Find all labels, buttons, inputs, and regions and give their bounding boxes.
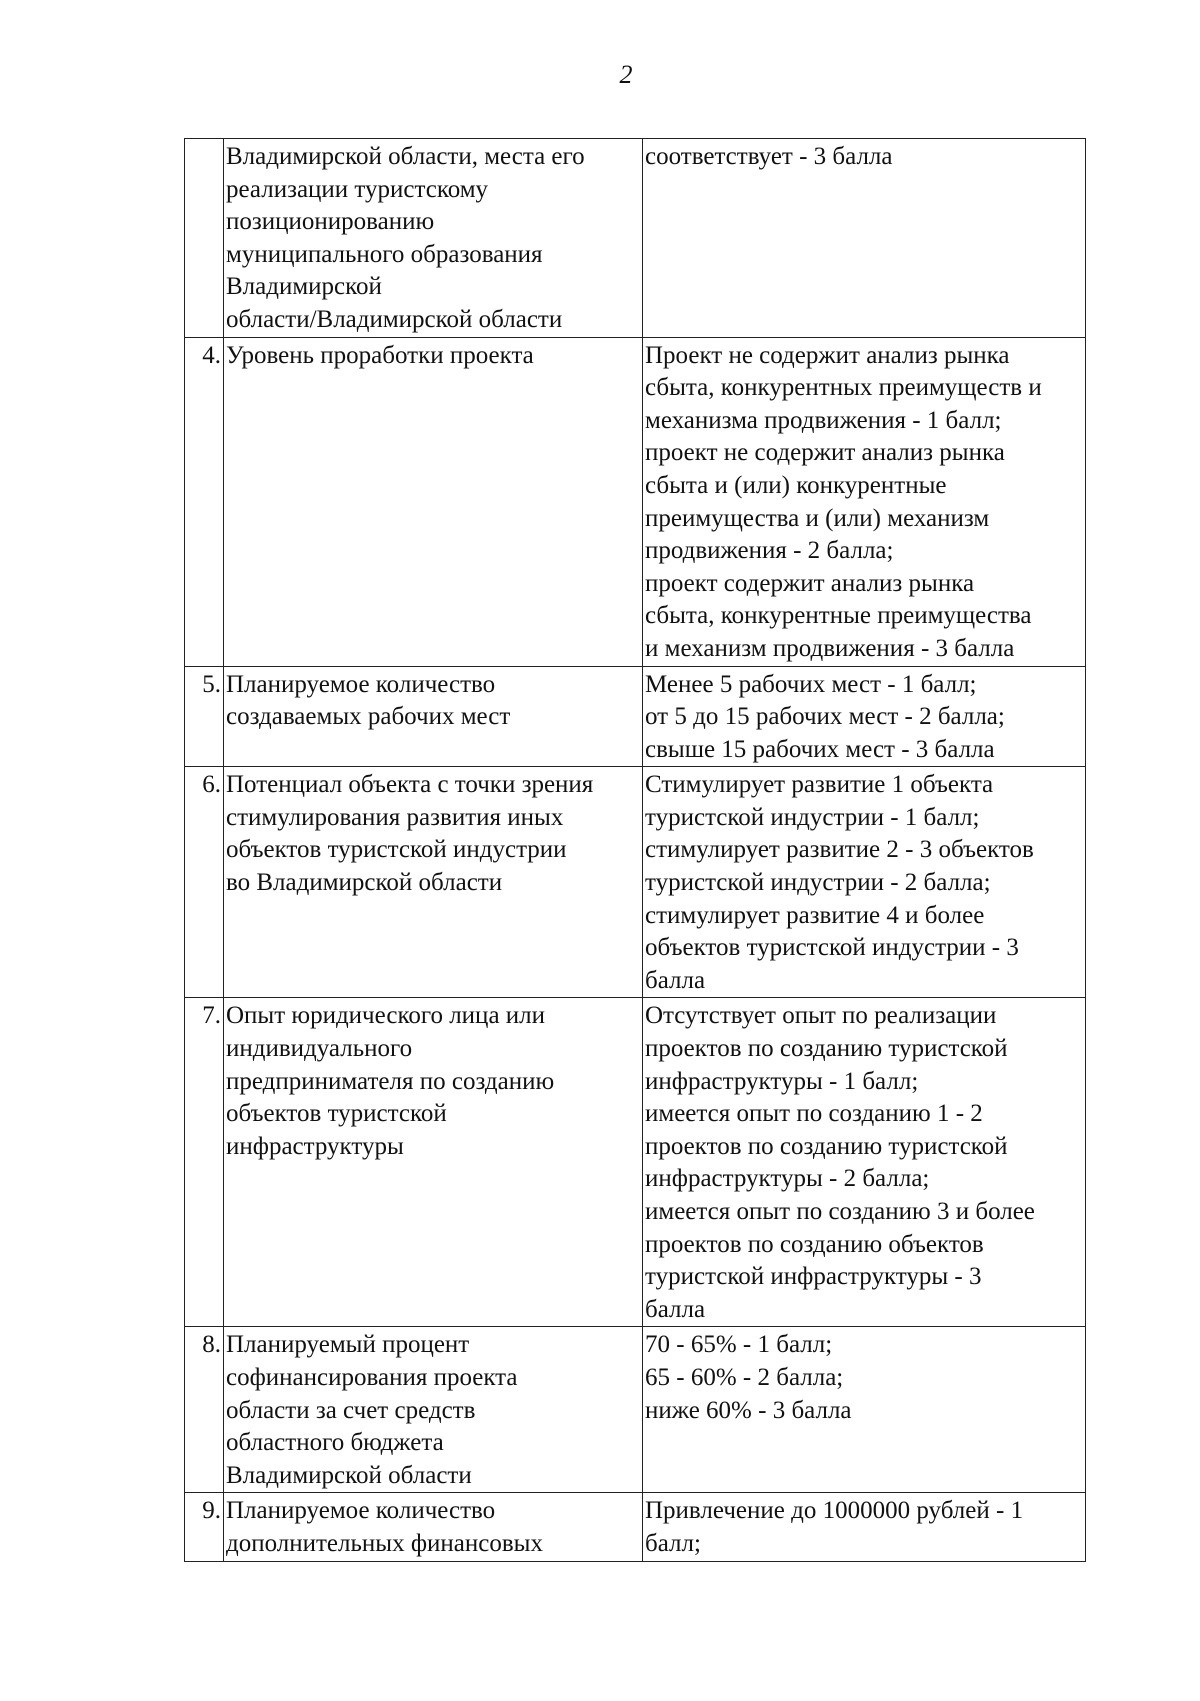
table-row — [185, 1493, 1086, 1561]
criteria-table — [184, 138, 1086, 1562]
row-number: 6. — [185, 767, 224, 998]
criterion-line: области за счет средств — [226, 1396, 476, 1424]
score-line: и механизм продвижения - 3 балла — [645, 634, 1015, 662]
score-line: 70 - 65% - 1 балл; — [645, 1331, 833, 1359]
score-line: проект не содержит анализ рынка — [645, 439, 1005, 467]
score-cell — [643, 767, 1086, 998]
table-row — [185, 998, 1086, 1327]
score-line: проект содержит анализ рынка — [645, 569, 975, 597]
table-row — [185, 666, 1086, 767]
score-line: Проект не содержит анализ рынка — [645, 341, 1010, 369]
criterion-line: софинансирования проекта — [226, 1363, 518, 1391]
score-line: объектов туристской индустрии - 3 — [645, 934, 1019, 962]
score-cell — [643, 139, 1086, 338]
score-line: проектов по созданию туристской — [645, 1132, 1008, 1160]
score-line: сбыта, конкурентных преимуществ и — [645, 374, 1042, 402]
row-number: 5. — [185, 666, 224, 767]
score-line: стимулирует развитие 4 и более — [645, 901, 985, 929]
score-line: инфраструктуры - 1 балл; — [645, 1067, 919, 1095]
table-row — [185, 337, 1086, 666]
score-line: сбыта, конкурентные преимущества — [645, 602, 1032, 630]
score-line: сбыта и (или) конкурентные — [645, 471, 947, 499]
criterion-line: Владимирской области — [226, 1461, 472, 1489]
criterion-line: Планируемое количество — [226, 1497, 496, 1525]
criterion-line: позиционированию — [226, 208, 435, 236]
score-cell — [643, 998, 1086, 1327]
criterion-line: индивидуального — [226, 1035, 413, 1063]
criterion-line: инфраструктуры — [226, 1132, 404, 1160]
score-cell — [643, 666, 1086, 767]
table-row — [185, 139, 1086, 338]
score-cell — [643, 1493, 1086, 1561]
score-line: туристской индустрии - 1 балл; — [645, 803, 980, 831]
score-line: балла — [645, 1295, 706, 1323]
criterion-line: областного бюджета — [226, 1429, 444, 1457]
score-line: балла — [645, 966, 706, 994]
score-line: имеется опыт по созданию 3 и более — [645, 1198, 1035, 1225]
score-line: проектов по созданию туристской — [645, 1035, 1008, 1063]
criterion-cell — [224, 998, 643, 1327]
criterion-line: объектов туристской — [226, 1100, 447, 1128]
criterion-line: дополнительных финансовых — [226, 1529, 543, 1557]
criterion-line: Потенциал объекта с точки зрения — [226, 771, 594, 799]
score-cell — [643, 1327, 1086, 1493]
score-line: имеется опыт по созданию 1 - 2 — [645, 1100, 983, 1128]
row-number — [185, 139, 224, 338]
row-number: 8. — [185, 1327, 224, 1493]
score-line: Стимулирует развитие 1 объекта — [645, 771, 994, 799]
score-line: инфраструктуры - 2 балла; — [645, 1165, 930, 1193]
criterion-line: стимулирования развития иных — [226, 803, 564, 831]
criterion-line: реализации туристскому — [226, 175, 489, 203]
criterion-line: Опыт юридического лица или — [226, 1002, 546, 1030]
criterion-line: Уровень проработки проекта — [226, 341, 534, 369]
criterion-cell — [224, 337, 643, 666]
score-line: соответствует - 3 балла — [645, 143, 893, 170]
score-line: стимулирует развитие 2 - 3 объектов — [645, 836, 1034, 864]
criterion-cell — [224, 666, 643, 767]
score-line: проектов по созданию объектов — [645, 1230, 984, 1258]
score-line: балл; — [645, 1529, 701, 1557]
score-line: Отсутствует опыт по реализации — [645, 1002, 997, 1030]
score-cell — [643, 337, 1086, 666]
criterion-line: Владимирской — [226, 273, 382, 301]
score-line: свыше 15 рабочих мест - 3 балла — [645, 735, 995, 763]
criterion-cell — [224, 139, 643, 338]
table-row — [185, 767, 1086, 998]
score-line: Привлечение до 1000000 рублей - 1 — [645, 1497, 1024, 1525]
criterion-line: Владимирской области, места его — [226, 143, 585, 170]
criterion-line: предпринимателя по созданию — [226, 1067, 555, 1095]
score-line: механизма продвижения - 1 балл; — [645, 406, 1002, 434]
criterion-line: области/Владимирской области — [226, 305, 563, 333]
page-number: 2 — [619, 60, 633, 89]
criterion-line: Планируемое количество — [226, 670, 496, 698]
criterion-line: Планируемый процент — [226, 1331, 470, 1359]
score-line: от 5 до 15 рабочих мест - 2 балла; — [645, 703, 1005, 731]
criterion-line: создаваемых рабочих мест — [226, 703, 511, 731]
criterion-line: во Владимирской области — [226, 869, 503, 897]
score-line: Менее 5 рабочих мест - 1 балл; — [645, 670, 977, 698]
criterion-line: объектов туристской индустрии — [226, 836, 567, 864]
criterion-cell — [224, 767, 643, 998]
row-number: 7. — [185, 998, 224, 1327]
table-row — [185, 1327, 1086, 1493]
score-line: 65 - 60% - 2 балла; — [645, 1363, 844, 1391]
criterion-cell — [224, 1493, 643, 1561]
score-line: продвижения - 2 балла; — [645, 537, 894, 565]
criterion-cell — [224, 1327, 643, 1493]
row-number: 4. — [185, 337, 224, 666]
criteria-table-body — [185, 139, 1086, 1562]
score-line: преимущества и (или) механизм — [645, 504, 990, 532]
criterion-line: муниципального образования — [226, 240, 543, 268]
score-line: туристской инфраструктуры - 3 — [645, 1263, 982, 1291]
row-number: 9. — [185, 1493, 224, 1561]
score-line: ниже 60% - 3 балла — [645, 1396, 852, 1424]
score-line: туристской индустрии - 2 балла; — [645, 869, 991, 897]
